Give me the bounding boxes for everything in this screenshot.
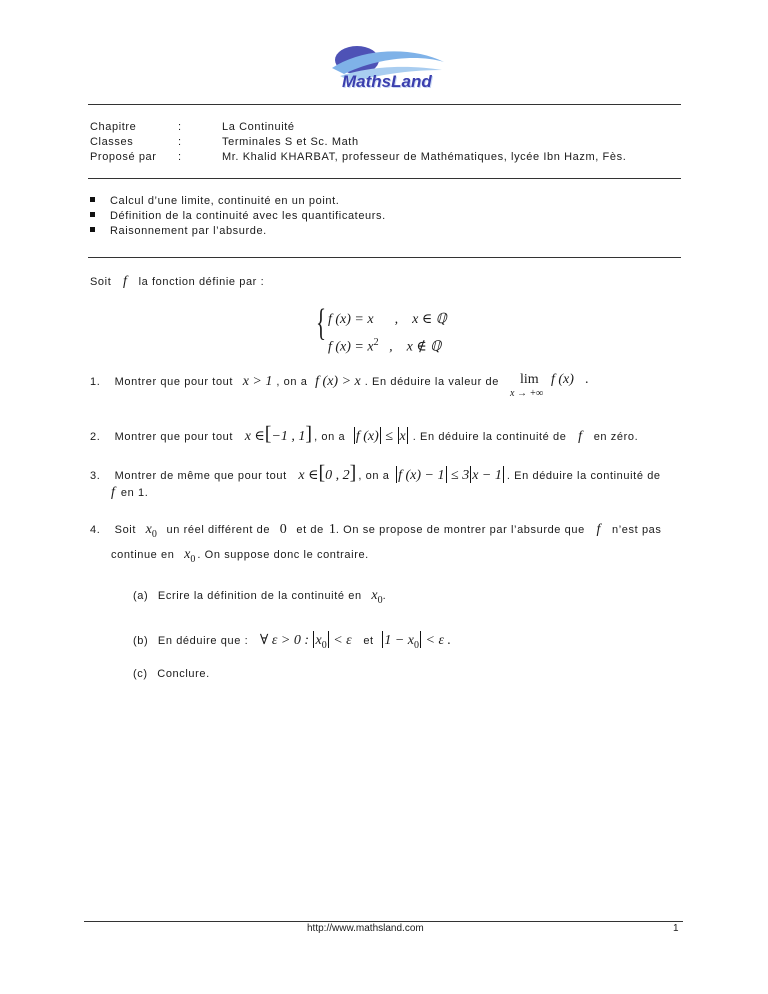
question-3-cont: f en 1. xyxy=(111,485,149,500)
meta-sep: : xyxy=(178,151,182,163)
divider-meta xyxy=(88,178,681,179)
question-4: 4. Soit $x_0$ un réel différent de 0 et de 1. On se propose de montrer par l’absurde que f n’est pas xyxy=(90,522,662,540)
meta-value-author: Mr. Khalid KHARBAT, professeur de Mathématiques, lycée Ibn Hazm, Fès. xyxy=(222,151,627,163)
list-item: Définition de la continuité avec les quantificateurs. xyxy=(90,210,386,222)
footer-url[interactable]: http://www.mathsland.com xyxy=(307,923,424,934)
question-2: 2. Montrer que pour tout x ∈[−1 , 1] , on a f (x) ≤ x . En déduire la continuité de f en zéro. xyxy=(90,423,639,445)
brace-icon: { xyxy=(316,302,327,344)
divider-top xyxy=(88,104,681,105)
page-number: 1 xyxy=(673,923,680,934)
bullet-icon xyxy=(90,197,95,202)
divider-footer xyxy=(84,921,683,922)
question-3: 3. Montrer de même que pour tout x ∈[0 , 2] , on a f (x) − 1 ≤ 3 x − 1 . En déduire la continuité de xyxy=(90,462,661,484)
list-item: Calcul d’une limite, continuité en un point. xyxy=(90,195,339,207)
piecewise-definition: { f (x) = x , x ∈ ℚ f $(x) = x^2$ , x ∉ ℚ xyxy=(316,302,447,355)
question-4c: (c) Conclure. xyxy=(133,668,210,680)
meta-value-classes: Terminales S et Sc. Math xyxy=(222,136,359,148)
limit-expression: lim f (x) . x → +∞ xyxy=(510,372,589,399)
question-4a: (a) Ecrire la définition de la continuité en $x_0$. xyxy=(133,588,387,606)
meta-key-author: Proposé par xyxy=(90,151,157,163)
bullet-icon xyxy=(90,227,95,232)
meta-key-classes: Classes xyxy=(90,136,134,148)
question-4-cont: continue en $x_0$ . On suppose donc le contraire. xyxy=(111,547,369,565)
meta-sep: : xyxy=(178,121,182,133)
logo-text: MathsLand xyxy=(342,72,432,91)
question-1: 1. Montrer que pour tout x > 1 , on a f (x) > x . En déduire la valeur de xyxy=(90,374,499,389)
mathsland-logo xyxy=(322,40,447,96)
meta-sep: : xyxy=(178,136,182,148)
divider-objectives xyxy=(88,257,681,258)
meta-value-chapitre: La Continuité xyxy=(222,121,295,133)
list-item: Raisonnement par l’absurde. xyxy=(90,225,267,237)
bullet-icon xyxy=(90,212,95,217)
intro-line: Soit f la fonction définie par : xyxy=(90,274,265,289)
meta-key-chapitre: Chapitre xyxy=(90,121,137,133)
question-4b: (b) En déduire que : ∀ ε > 0 : $x_0 < \varepsilon$ et $1 - x_0 < \varepsilon$ . xyxy=(133,633,451,651)
